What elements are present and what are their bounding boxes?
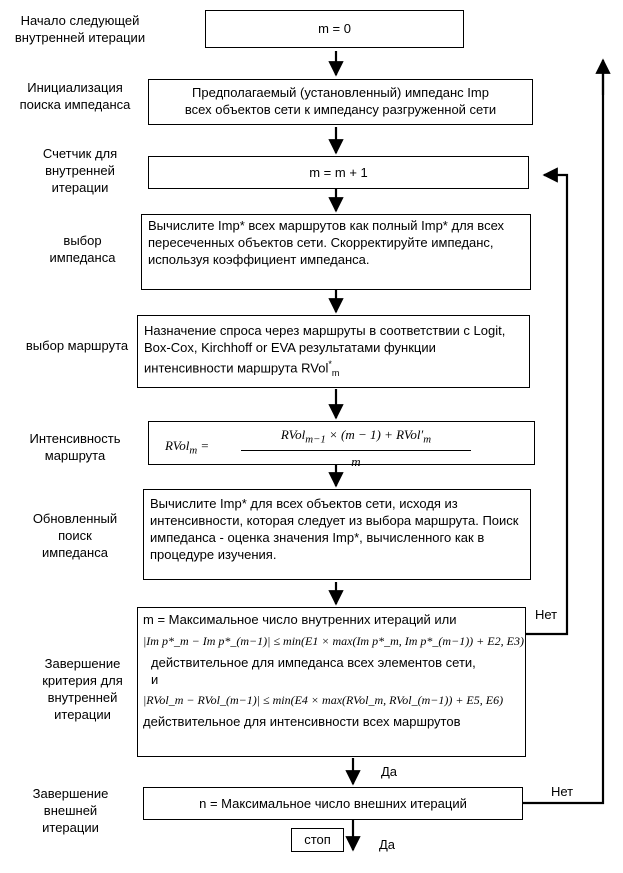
box-impedance-init	[148, 79, 533, 125]
box-updated-impedance	[143, 489, 531, 580]
box-demand-assignment-text: Назначение спроса через маршруты в соответствии с Logit, Box-Cox, Kirchhoff or EVA результатами функции интенсивности маршрута RVol	[144, 323, 506, 376]
box-compute-imp-text: Вычислите Imp* всех маршрутов как полный Imp* для всех пересеченных объектов сети. Скорректируйте импеданс, используя коэффициент импеданса.	[148, 218, 505, 267]
box-m-zero-text: m = 0	[318, 21, 351, 36]
box-m-zero	[205, 10, 464, 48]
label-updated-search: Обновленный поиск импеданса	[32, 511, 118, 560]
loop-outer-no	[523, 62, 603, 803]
criterion-formula-imp: |Im p*_m − Im p*_(m−1)| ≤ min(E1 × max(Im p*_m, Im p*_(m−1)) + E2, E3)	[143, 634, 524, 648]
box-impedance-init-line2: всех объектов сети к импедансу разгруженной сети	[184, 102, 497, 117]
box-outer-iterations	[143, 787, 523, 820]
rvol-superscript: *	[328, 359, 332, 369]
label-impedance-init: Инициализация поиска импеданса	[19, 80, 131, 112]
box-impedance-init-line1: Предполагаемый (установленный) импеданс Imp	[192, 85, 489, 100]
box-demand-assignment	[137, 315, 530, 388]
note-no-outer: Нет	[551, 784, 574, 799]
label-inner-counter: Счетчик для внутренней итерации	[42, 146, 118, 195]
label-impedance-choice: выбор импеданса	[49, 233, 116, 265]
label-termination-criterion: Завершение критерия для внутренней итерации	[42, 656, 123, 722]
loop-inner-no	[525, 175, 567, 634]
label-route-intensity: Интенсивность маршрута	[29, 431, 121, 463]
box-m-increment-text: m = m + 1	[309, 165, 368, 180]
box-stop	[291, 828, 344, 852]
box-route-intensity-formula	[148, 421, 535, 469]
formula-fraction: RVol$_{m-1}$ × $(m - 1) + RVol'_m$ m	[241, 426, 471, 470]
criterion-line-1: m = Максимальное число внутренних итераций или	[143, 612, 457, 627]
box-termination-criterion	[137, 607, 526, 757]
criterion-line-3: действительное для импеданса всех элементов сети, и	[151, 655, 476, 687]
rvol-subscript: m	[331, 367, 340, 378]
label-next-inner-iteration: Начало следующей внутренней итерации	[14, 13, 146, 45]
box-compute-imp	[141, 214, 531, 290]
label-route-choice: выбор маршрута	[25, 338, 129, 353]
label-outer-termination: Завершение внешней итерации	[32, 786, 109, 835]
note-no-inner: Нет	[535, 607, 558, 622]
note-yes-outer: Да	[379, 837, 396, 852]
criterion-formula-rvol: |RVol_m − RVol_(m−1)| ≤ min(E4 × max(RVol_m, RVol_(m−1)) + E5, E6)	[143, 693, 504, 707]
box-outer-iterations-text: n = Максимальное число внешних итераций	[199, 796, 467, 811]
criterion-line-5: действительное для интенсивности всех маршрутов	[143, 714, 461, 729]
box-updated-impedance-text: Вычислите Imp* для всех объектов сети, исходя из интенсивности, которая следует из выбора маршрута. Поиск импеданса - оценка значения Imp*, вычисленного как в процедуре изучения.	[150, 496, 519, 562]
box-m-increment	[148, 156, 529, 189]
note-yes-inner: Да	[381, 764, 398, 779]
formula-rendered: RVol$_m$ =	[165, 438, 210, 457]
box-stop-text: стоп	[304, 832, 331, 847]
